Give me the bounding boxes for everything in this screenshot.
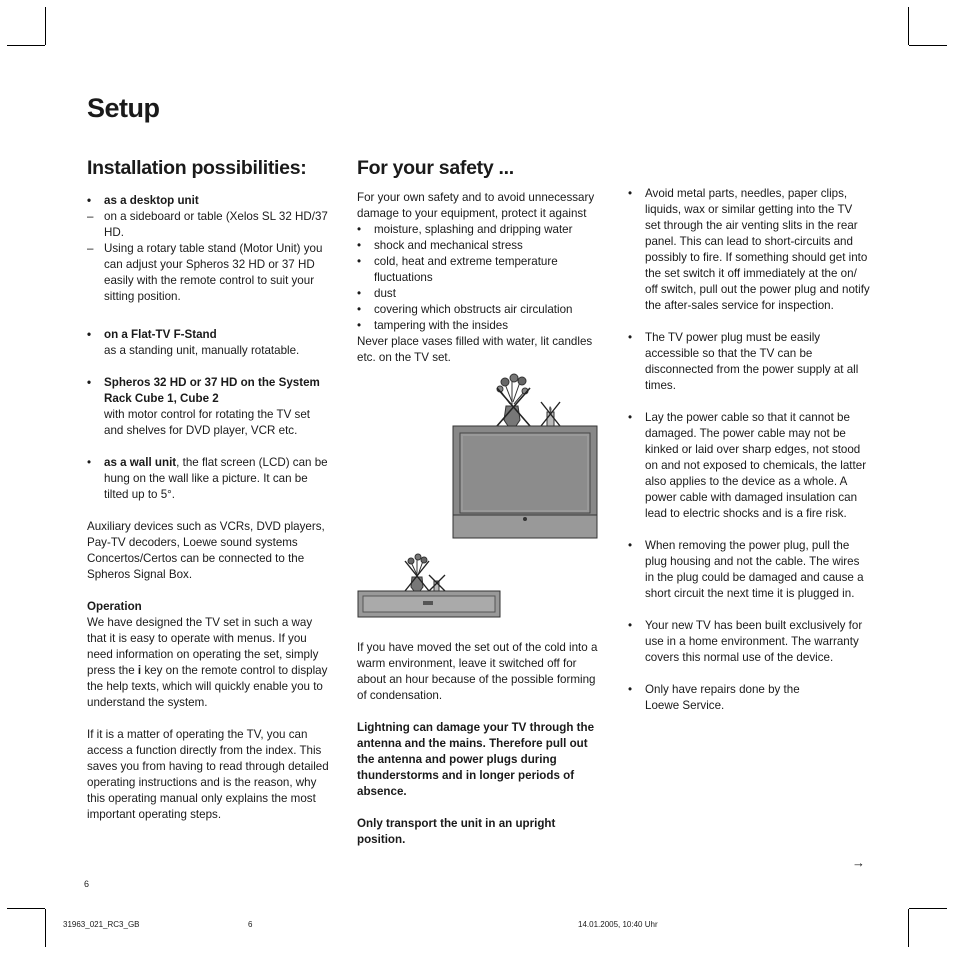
- crop-mark: [7, 908, 45, 909]
- safety-bullet: • covering which obstructs air circulation: [357, 302, 599, 318]
- safety-note: • When removing the power plug, pull the plug housing and not the cable. The wires in the plug could be damaged and cause a short circuit the next time it is plugged in.: [628, 538, 870, 602]
- crop-mark: [7, 45, 45, 46]
- flat-stand-text: as a standing unit, manually rotatable.: [104, 344, 300, 357]
- info-key: i: [137, 664, 142, 677]
- flat-stand-label: • on a Flat-TV F-Stand: [87, 327, 329, 343]
- safety-bullet: • shock and mechanical stress: [357, 238, 599, 254]
- crop-mark: [908, 7, 909, 45]
- crop-mark: [908, 909, 909, 947]
- operation-heading: Operation: [87, 600, 142, 613]
- wall-unit-item: [87, 455, 329, 503]
- wall-unit-text: , the flat screen (LCD) can be hung on the wall like a picture. It can be tilted up to 5°.: [104, 456, 328, 501]
- safety-bullet: • dust: [357, 286, 599, 302]
- safety-notes-column: [628, 186, 870, 714]
- receiver-with-vase-illustration: [355, 553, 503, 621]
- safety-intro: For your own safety and to avoid unnecessary damage to your equipment, protect it against: [357, 191, 595, 220]
- safety-note: • Your new TV has been built exclusively for use in a home environment. The warranty covers this normal use of the device.: [628, 618, 870, 666]
- desktop-item: – on a sideboard or table (Xelos SL 32 HD/37 HD.: [87, 209, 329, 241]
- footer-timestamp: 14.01.2005, 10:40 Uhr: [578, 920, 658, 929]
- operation-index-text: If it is a matter of operating the TV, you can access a function directly from the index. This saves you from having to read through detailed operating instructions and is the reason, why this operating manual only explains the most important operating steps.: [87, 728, 329, 821]
- wall-unit-label: as a wall unit: [104, 456, 177, 469]
- installation-column: [87, 157, 329, 823]
- safety-note: • Lay the power cable so that it cannot be damaged. The power cable may not be kinked or laid over sharp edges, not stood on and not exposed to chemicals, the latter also applies to the device as a whole. A power cable with damaged insulation can lead to electric shocks and is a fire risk.: [628, 410, 870, 522]
- vases-warning: Never place vases filled with water, lit candles etc. on the TV set.: [357, 335, 593, 364]
- operation-text: We have designed the TV set in such a way that it is easy to operate with menus. If you need information on operating the set, simply press the i key on the remote control to display the help texts, which will quickly enable you to understand the system.: [87, 616, 328, 709]
- safety-bullet: • moisture, splashing and dripping water: [357, 222, 599, 238]
- safety-note: • Only have repairs done by the Loewe Service.: [628, 682, 815, 714]
- safety-bullet: • cold, heat and extreme temperature fluctuations: [357, 254, 599, 286]
- next-page-arrow: →: [852, 855, 865, 870]
- spheros-text: with motor control for rotating the TV set and shelves for DVD player, VCR etc.: [104, 408, 310, 437]
- safety-heading: For your safety ...: [357, 157, 514, 179]
- installation-heading: Installation possibilities:: [87, 157, 307, 179]
- page-number: 6: [84, 879, 90, 889]
- condensation-text: If you have moved the set out of the cold into a warm environment, leave it switched off for about an hour because of the possible forming of condensation.: [357, 641, 598, 702]
- crop-mark: [909, 908, 947, 909]
- desktop-label: • as a desktop unit: [87, 193, 329, 209]
- safety-bullet: • tampering with the insides: [357, 318, 599, 334]
- desktop-item: – Using a rotary table stand (Motor Unit) you can adjust your Spheros 32 HD or 37 HD easily with the remote control to suit your sitting position.: [87, 241, 329, 305]
- tv-with-vase-illustration: [450, 372, 600, 544]
- footer-filename: 31963_021_RC3_GB: [63, 920, 140, 929]
- crop-mark: [45, 909, 46, 947]
- transport-warning: Only transport the unit in an upright position.: [357, 817, 556, 846]
- crop-mark: [45, 7, 46, 45]
- safety-note: • Avoid metal parts, needles, paper clips, liquids, wax or similar getting into the TV set through the air venting slits in the rear panel. This can lead to short-circuits and possibly to fire. If something should get into the set switch it off immediately at the on/ off switch, pull out the power plug and notify the after-sales service for inspection.: [628, 186, 870, 314]
- crop-mark: [909, 45, 947, 46]
- footer-page: 6: [248, 920, 253, 929]
- safety-note: • The TV power plug must be easily accessible so that the TV can be disconnected from the power supply at all times.: [628, 330, 870, 394]
- page-title: Setup: [87, 93, 160, 123]
- spheros-label: • Spheros 32 HD or 37 HD on the System Rack Cube 1, Cube 2: [87, 375, 329, 407]
- lightning-warning: Lightning can damage your TV through the antenna and the mains. Therefore pull out the antenna and power plugs during thunderstorms and in longer periods of absence.: [357, 721, 595, 798]
- auxiliary-text: Auxiliary devices such as VCRs, DVD players, Pay-TV decoders, Loewe sound systems Concertos/Certos can be connected to the Spheros Signal Box.: [87, 520, 325, 581]
